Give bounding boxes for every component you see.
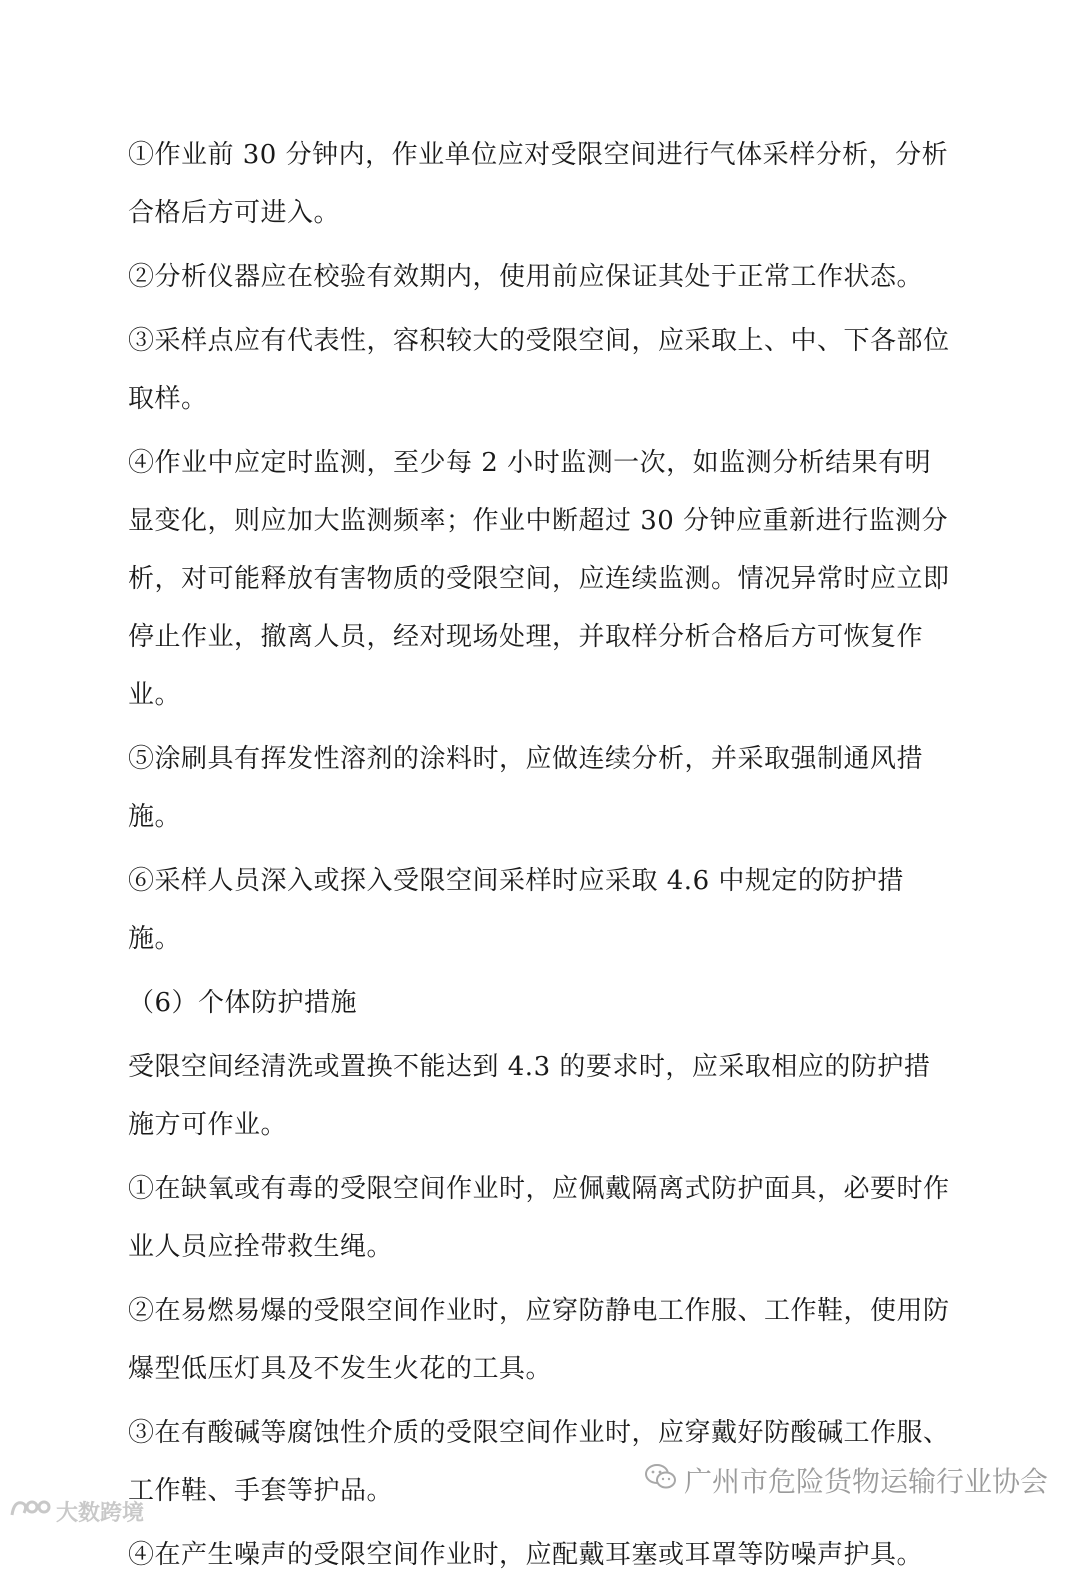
site-watermark (8, 1495, 144, 1527)
paragraph-11: ④在产生噪声的受限空间作业时，应配戴耳塞或耳罩等防噪声护具。 (128, 1540, 924, 1570)
paragraph-7: 受限空间经清洗或置换不能达到 4.3 的要求时，应采取相应的防护措施方可作业。 (128, 1052, 931, 1140)
paragraph-2: ②分析仪器应在校验有效期内，使用前应保证其处于正常工作状态。 (128, 262, 924, 292)
paragraph-1: ①作业前 30 分钟内，作业单位应对受限空间进行气体采样分析，分析合格后方可进入。 (128, 140, 949, 228)
dashu-logo-icon (8, 1495, 52, 1527)
site-logo-text: 大数跨境 (56, 1500, 145, 1526)
paragraph-3: ③采样点应有代表性，容积较大的受限空间，应采取上、中、下各部位取样。 (128, 326, 950, 414)
paragraph-6: ⑥采样人员深入或探入受限空间采样时应采取 4.6 中规定的防护措施。 (128, 866, 904, 954)
paragraph-4: ④作业中应定时监测，至少每 2 小时监测一次，如监测分析结果有明显变化，则应加大监测频率；作业中断超过 30 分钟应重新进行监测分析，对可能释放有害物质的受限空间，应连续监测。情况异常时应立即停止作业，撤离人员，经对现场处理，并取样分析合格后方可恢复作业。 (128, 448, 950, 710)
section-heading: （6）个体防护措施 (128, 988, 358, 1018)
paragraph-10: ③在有酸碱等腐蚀性介质的受限空间作业时，应穿戴好防酸碱工作服、工作鞋、手套等护品。 (128, 1418, 950, 1506)
paragraph-9: ②在易燃易爆的受限空间作业时，应穿防静电工作服、工作鞋，使用防爆型低压灯具及不发生火花的工具。 (128, 1296, 950, 1384)
wechat-watermark (644, 1460, 1048, 1500)
paragraph-8: ①在缺氧或有毒的受限空间作业时，应佩戴隔离式防护面具，必要时作业人员应拴带救生绳。 (128, 1174, 950, 1262)
wechat-account-name: 广州市危险货物运输行业协会 (683, 1465, 1048, 1498)
paragraph-5: ⑤涂刷具有挥发性溶剂的涂料时，应做连续分析，并采取强制通风措施。 (128, 744, 924, 832)
wechat-icon (644, 1462, 678, 1499)
document-body (128, 126, 954, 1590)
